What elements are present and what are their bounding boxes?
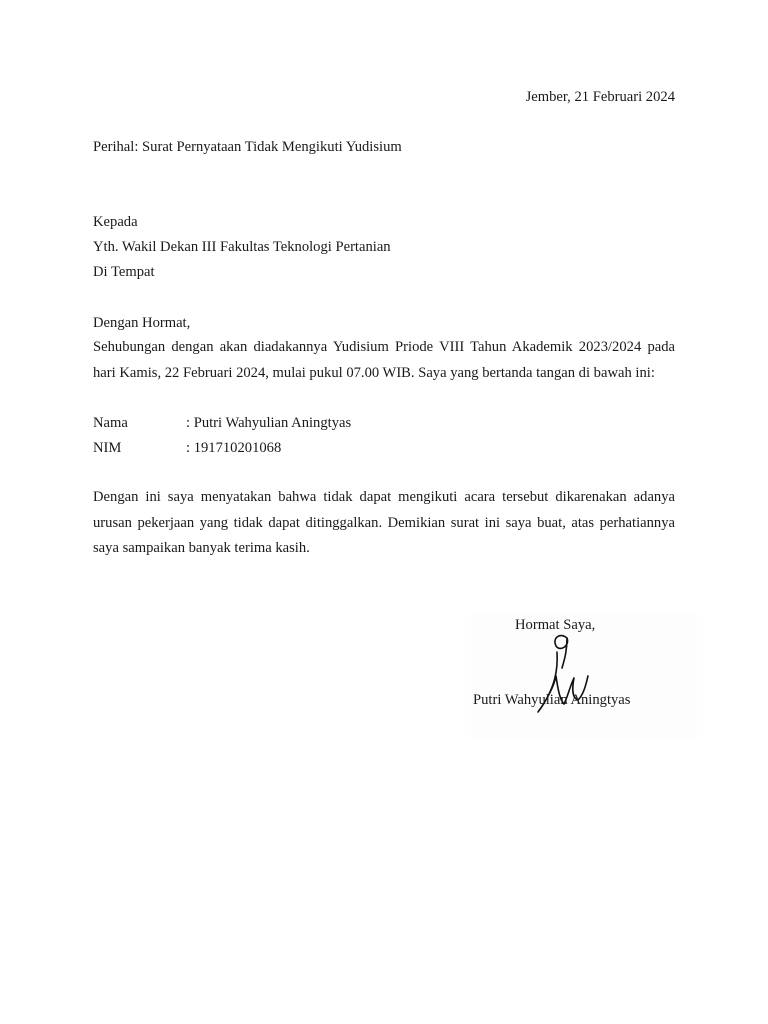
letter-greeting: Dengan Hormat, [93, 315, 191, 331]
letter-opening-paragraph: Sehubungan dengan akan diadakannya Yudisium Priode VIII Tahun Akademik 2023/2024 pada hari Kamis, 22 Februari 2024, mulai pukul 07.00 WIB. Saya yang bertanda tangan di bawah ini: [93, 339, 675, 381]
letter-date: Jember, 21 Februari 2024 [525, 89, 675, 105]
letter-subject: Perihal: Surat Pernyataan Tidak Mengikuti Yudisium [93, 139, 402, 155]
recipient-addressee: Yth. Wakil Dekan III Fakultas Teknologi Pertanian [93, 239, 391, 255]
field-label-nim: NIM [93, 440, 122, 456]
field-value-nama: : Putri Wahyulian Aningtyas [186, 415, 352, 431]
closing-greeting: Hormat Saya, [515, 617, 596, 633]
letter-statement-paragraph: Dengan ini saya menyatakan bahwa tidak dapat mengikuti acara tersebut dikarenakan adanya urusan pekerjaan yang tidak dapat ditinggalkan. Demikian surat ini saya buat, atas perhatiannya saya sampaikan banyak terima kasih. [93, 489, 675, 556]
handwritten-signature [520, 628, 600, 724]
recipient-location: Di Tempat [93, 264, 155, 280]
field-value-nim: : 191710201068 [186, 440, 282, 456]
signer-name: Putri Wahyulian Aningtyas [473, 692, 631, 708]
recipient-to: Kepada [93, 214, 138, 230]
field-label-nama: Nama [93, 415, 128, 431]
